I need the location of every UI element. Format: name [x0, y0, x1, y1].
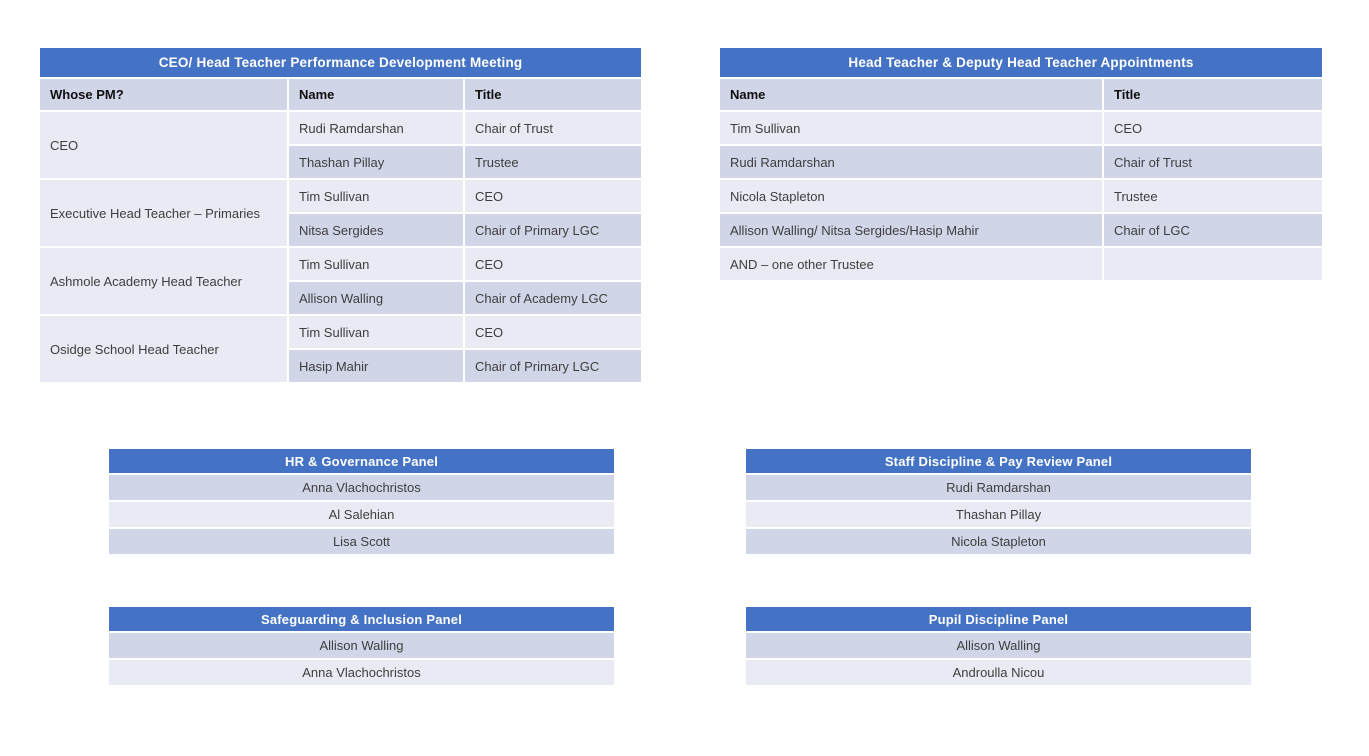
appointments-name-cell: Nicola Stapleton: [719, 179, 1103, 213]
panel-member: Nicola Stapleton: [745, 528, 1252, 555]
safeguarding-panel-title: Safeguarding & Inclusion Panel: [108, 606, 615, 632]
panel-member: Rudi Ramdarshan: [745, 474, 1252, 501]
pm-name-cell: Tim Sullivan: [288, 179, 464, 213]
pm-whose-cell: Osidge School Head Teacher: [39, 315, 288, 383]
pm-title-cell: CEO: [464, 315, 642, 349]
appointments-name-cell: Allison Walling/ Nitsa Sergides/Hasip Mahir: [719, 213, 1103, 247]
pm-name-cell: Tim Sullivan: [288, 247, 464, 281]
pm-name-cell: Hasip Mahir: [288, 349, 464, 383]
appointments-column-header-name: Name: [719, 78, 1103, 111]
panel-member: Androulla Nicou: [745, 659, 1252, 686]
pupil-discipline-panel: [744, 605, 1253, 687]
hr-governance-panel: [107, 447, 616, 556]
pm-title-cell: Chair of Trust: [464, 111, 642, 145]
appointments-name-cell: Tim Sullivan: [719, 111, 1103, 145]
appointments-title-cell: CEO: [1103, 111, 1323, 145]
hr-governance-panel-title: HR & Governance Panel: [108, 448, 615, 474]
panel-member: Anna Vlachochristos: [108, 659, 615, 686]
panel-member: Allison Walling: [745, 632, 1252, 659]
pm-title-cell: CEO: [464, 179, 642, 213]
pm-column-header-title: Title: [464, 78, 642, 111]
pm-name-cell: Allison Walling: [288, 281, 464, 315]
pm-title-cell: Chair of Primary LGC: [464, 349, 642, 383]
pm-name-cell: Thashan Pillay: [288, 145, 464, 179]
appointments-table: [718, 46, 1324, 282]
appointments-name-cell: Rudi Ramdarshan: [719, 145, 1103, 179]
panel-member: Allison Walling: [108, 632, 615, 659]
pupil-discipline-panel-title: Pupil Discipline Panel: [745, 606, 1252, 632]
pm-meeting-table: [38, 46, 643, 384]
pm-meeting-table-title: CEO/ Head Teacher Performance Development Meeting: [39, 47, 642, 78]
pm-column-header-name: Name: [288, 78, 464, 111]
panel-member: Al Salehian: [108, 501, 615, 528]
safeguarding-panel: [107, 605, 616, 687]
pm-whose-cell: Executive Head Teacher – Primaries: [39, 179, 288, 247]
appointments-name-cell: AND – one other Trustee: [719, 247, 1103, 281]
pm-whose-cell: CEO: [39, 111, 288, 179]
pm-name-cell: Nitsa Sergides: [288, 213, 464, 247]
appointments-title-cell: Chair of Trust: [1103, 145, 1323, 179]
pm-title-cell: Trustee: [464, 145, 642, 179]
appointments-title-cell: Chair of LGC: [1103, 213, 1323, 247]
pm-name-cell: Tim Sullivan: [288, 315, 464, 349]
pm-name-cell: Rudi Ramdarshan: [288, 111, 464, 145]
pm-title-cell: CEO: [464, 247, 642, 281]
pm-title-cell: Chair of Academy LGC: [464, 281, 642, 315]
pm-whose-cell: Ashmole Academy Head Teacher: [39, 247, 288, 315]
appointments-title-cell: [1103, 247, 1323, 281]
staff-discipline-panel: [744, 447, 1253, 556]
panel-member: Lisa Scott: [108, 528, 615, 555]
appointments-title-cell: Trustee: [1103, 179, 1323, 213]
panel-member: Thashan Pillay: [745, 501, 1252, 528]
pm-title-cell: Chair of Primary LGC: [464, 213, 642, 247]
panel-member: Anna Vlachochristos: [108, 474, 615, 501]
pm-column-header-whose: Whose PM?: [39, 78, 288, 111]
appointments-column-header-title: Title: [1103, 78, 1323, 111]
appointments-table-title: Head Teacher & Deputy Head Teacher Appointments: [719, 47, 1323, 78]
staff-discipline-panel-title: Staff Discipline & Pay Review Panel: [745, 448, 1252, 474]
